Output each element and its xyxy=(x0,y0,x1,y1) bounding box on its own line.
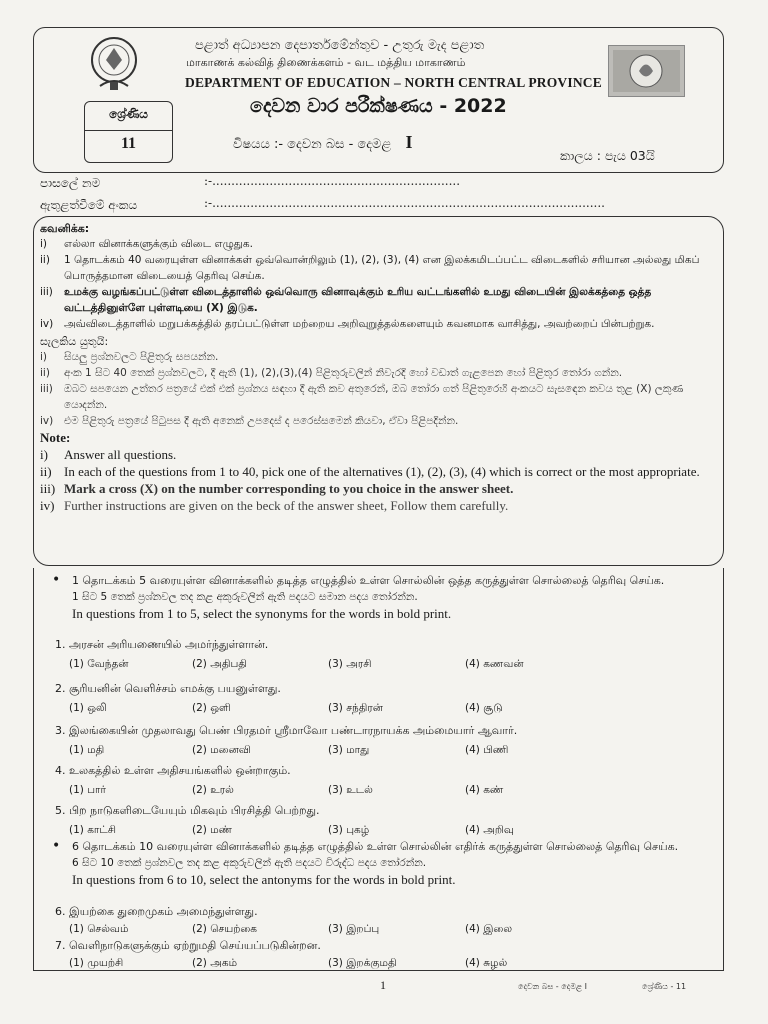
item-text: Further instructions are given on the beck of the answer sheet, Follow them carefully. xyxy=(64,498,509,513)
tamil-note-list xyxy=(40,236,715,332)
list-item xyxy=(40,381,715,413)
option-1[interactable]: (1) செல்வம் xyxy=(69,923,129,935)
item-number: iv) xyxy=(40,318,54,330)
option-3[interactable]: (3) புகழ் xyxy=(328,824,370,836)
section1-english: In questions from 1 to 5, select the synonyms for the words in bold print. xyxy=(72,606,452,621)
instructions-content xyxy=(40,221,715,514)
question-item xyxy=(55,682,715,724)
section2-instructions xyxy=(52,838,712,888)
options-row xyxy=(55,658,715,676)
list-item xyxy=(40,236,715,252)
option-2[interactable]: (2) உரல் xyxy=(192,784,234,796)
item-number: iii) xyxy=(40,383,53,395)
option-3[interactable]: (3) அரசி xyxy=(328,658,372,670)
option-3[interactable]: (3) சந்திரன் xyxy=(328,702,383,714)
item-text: எல்லா வினாக்களுக்கும் விடை எழுதுக. xyxy=(64,238,253,250)
option-1[interactable]: (1) ஒலி xyxy=(69,702,107,714)
question-number: 2. xyxy=(55,682,66,695)
grade-label: ශ්‍රේණිය xyxy=(109,107,148,121)
item-text: ඔබට සපයෙන උත්තර පත්‍රයේ එක් එක් ප්‍රශ්නය සඳහා දී ඇති කව අතුරෙන්, ඔබ තෝරා ගත් පිළිතුරෙහි අංකයට සැසඳෙන කවය තුළ (X) ලකුණ යොදන්න. xyxy=(64,383,684,411)
department-logo-icon xyxy=(608,45,685,97)
question-text: இலங்கையின் முதலாவது பெண் பிரதமர் ஸ்ரீமாவோ பண்டாரநாயக்க அம்மையார் ஆவார். xyxy=(69,724,518,737)
option-1[interactable]: (1) வேந்தன் xyxy=(69,658,129,670)
question-number: 6. xyxy=(55,905,66,918)
header-tamil-line: மாகாணக் கல்வித் திணைக்களம் - வட மத்திய மாகாணம் xyxy=(186,56,466,69)
item-number: i) xyxy=(40,351,48,363)
question-number: 1. xyxy=(55,638,66,651)
option-1[interactable]: (1) முயற்சி xyxy=(69,957,124,969)
question-stem xyxy=(55,724,715,739)
bullet-icon: • xyxy=(52,838,61,854)
time-label: කාලය : පැය 03යි xyxy=(560,148,655,163)
question-number: 5. xyxy=(55,804,66,817)
option-2[interactable]: (2) மனைவி xyxy=(192,744,251,756)
section1-sinhala: 1 සිට 5 තෙක් ප්‍රශ්නවල තද කළ අකුරුවලින් ඇති පදයට සමාන පදය තෝරන්න. xyxy=(72,591,418,603)
question-stem xyxy=(55,905,715,920)
list-item xyxy=(40,284,715,316)
item-number: i) xyxy=(40,447,48,462)
item-text: Mark a cross (X) on the number corresponding to you choice in the answer sheet. xyxy=(64,481,514,496)
option-4[interactable]: (4) அறிவு xyxy=(465,824,514,836)
section2-sinhala: 6 සිට 10 තෙක් ප්‍රශ්නවල තද කළ අකුරුවලින් ඇති පදයට විරුද්ධ පදය තෝරන්න. xyxy=(72,857,427,869)
list-item xyxy=(40,349,715,365)
question-number: 4. xyxy=(55,764,66,777)
item-number: iii) xyxy=(40,286,53,298)
item-text: Answer all questions. xyxy=(64,447,177,462)
question-stem xyxy=(55,804,715,819)
section2-english: In questions from 6 to 10, select the antonyms for the words in bold print. xyxy=(72,872,456,887)
question-stem xyxy=(55,682,715,697)
section1-tamil-text: 1 தொடக்கம் 5 வரையுள்ள வினாக்களில் தடித்த எழுத்தில் உள்ள சொல்லின் ஒத்த கருத்துள்ள சொல்லைத் தெரிவு செய்க. xyxy=(72,574,665,587)
header-sinhala-line: පළාත් අධ්‍යාපන දෙපාර්තමේන්තුව - උතුරු මැද පළාත xyxy=(195,38,485,53)
question-number: 7. xyxy=(55,939,66,952)
item-number: ii) xyxy=(40,367,50,379)
sri-lanka-emblem-icon xyxy=(86,30,142,94)
item-text: එම පිළිතුරු පත්‍රයේ පිටුපස දී ඇති අනෙක් උපදෙස් ද පරෙස්සමෙන් කියවා, ඒවා පිළිපදින්න. xyxy=(64,415,459,427)
item-number: ii) xyxy=(40,464,52,479)
bullet-icon: • xyxy=(52,572,61,588)
item-text: අංක 1 සිට 40 තෙක් ප්‍රශ්නවලට, දී ඇති (1), (2),(3),(4) පිළිතුරුවලින් නිවැරදි හෝ වඩාත් ගැළපෙන හෝ පිළිතුර තෝරා ගන්න. xyxy=(64,367,623,379)
option-2[interactable]: (2) ஒளி xyxy=(192,702,231,714)
option-3[interactable]: (3) இறப்பு xyxy=(328,923,380,935)
page-number: 1 xyxy=(380,978,386,992)
question-text: இயற்கை துறைமுகம் அமைந்துள்ளது. xyxy=(69,905,258,918)
options-row xyxy=(55,957,715,973)
question-text: வெளிநாடுகளுக்கும் ஏற்றுமதி செய்யப்படுகின்றன. xyxy=(69,939,321,952)
section1-instructions xyxy=(52,572,712,622)
list-item xyxy=(40,252,715,284)
option-3[interactable]: (3) இறக்குமதி xyxy=(328,957,397,969)
question-stem xyxy=(55,764,715,779)
option-3[interactable]: (3) உடல் xyxy=(328,784,373,796)
tamil-note-heading: கவனிக்க: xyxy=(40,222,90,235)
option-2[interactable]: (2) மண் xyxy=(192,824,233,836)
question-text: அரசன் அரியணையில் அமர்ந்துள்ளான். xyxy=(69,638,269,651)
question-item xyxy=(55,724,715,764)
options-row xyxy=(55,784,715,802)
school-name-label: පාසලේ නම xyxy=(40,176,101,190)
subject-text: විෂයය :- දෙවන බස - දෙමළ xyxy=(233,137,392,152)
option-4[interactable]: (4) கண் xyxy=(465,784,504,796)
item-text: உமக்கு வழங்கப்பட்டுள்ள விடைத்தாளில் ஒவ்வொரு வினாவுக்கும் உரிய வட்டங்களில் உமது விடையின் இலக்கத்தை ஒத்த வட்டத்தினுள்ளே புள்ளடியை (X) இடுக. xyxy=(64,286,652,314)
question-item xyxy=(55,905,715,939)
option-4[interactable]: (4) கணவன் xyxy=(465,658,524,670)
question-block-1 xyxy=(55,638,715,844)
section1-tamil xyxy=(52,572,712,589)
list-item xyxy=(40,446,715,463)
option-4[interactable]: (4) சுழல் xyxy=(465,957,508,969)
list-item xyxy=(40,316,715,332)
sinhala-note-list xyxy=(40,349,715,429)
header-english-line: DEPARTMENT OF EDUCATION – NORTH CENTRAL PROVINCE xyxy=(185,75,602,90)
item-text: 1 தொடக்கம் 40 வரையுள்ள வினாக்கள் ஒவ்வொன்றிலும் (1), (2), (3), (4) என இலக்கமிடப்பட்ட விடைகளில் சரியான அல்லது மிகப் பொருத்தமான விடையைத் தெரிவு செய்க. xyxy=(64,254,700,282)
english-note-heading: Note: xyxy=(40,430,71,445)
options-row xyxy=(55,702,715,720)
grade-value: 11 xyxy=(120,135,137,152)
item-number: i) xyxy=(40,238,48,250)
subject-line xyxy=(233,132,412,153)
footer-subject: දෙවන බස - දෙමළ I xyxy=(518,982,587,991)
option-1[interactable]: (1) மதி xyxy=(69,744,105,756)
list-item xyxy=(40,497,715,514)
footer-grade: ශ්‍රේණිය - 11 xyxy=(642,982,687,991)
section2-tamil xyxy=(52,838,712,855)
paper-number: I xyxy=(405,132,413,152)
item-text: සියලු ප්‍රශ්නවලට පිළිතුරු සපයන්න. xyxy=(64,351,219,363)
list-item xyxy=(40,480,715,497)
exam-title: දෙවන වාර පරීක්ෂණය - 2022 xyxy=(250,95,507,117)
question-item xyxy=(55,939,715,973)
item-text: அவ்விடைத்தாளில் மறுபக்கத்தில் தரப்பட்டுள்ள மற்றைய அறிவுறுத்தல்களையும் கவனமாக வாசித்து, அவற்றைப் பின்பற்றுக. xyxy=(64,318,655,330)
question-stem xyxy=(55,638,715,653)
question-text: உலகத்தில் உள்ள அதிசயங்களில் ஒன்றாகும். xyxy=(69,764,291,777)
options-row xyxy=(55,744,715,762)
option-2[interactable]: (2) அகம் xyxy=(192,957,238,969)
options-row xyxy=(55,923,715,939)
question-text: சூரியனின் வெளிச்சம் எமக்கு பயனுள்ளது. xyxy=(69,682,281,695)
option-1[interactable]: (1) காட்சி xyxy=(69,824,116,836)
option-2[interactable]: (2) அதிபதி xyxy=(192,658,247,670)
item-number: iv) xyxy=(40,415,54,427)
question-item xyxy=(55,764,715,804)
item-text: In each of the questions from 1 to 40, pick one of the alternatives (1), (2), (3), (4) which is correct or the most appropriate. xyxy=(64,464,700,479)
index-number-field[interactable]: :-....................................................................................................... xyxy=(204,196,605,210)
question-item xyxy=(55,638,715,682)
grade-box xyxy=(84,101,173,163)
index-number-label: ඇතුළත්වීමේ අංකය xyxy=(40,198,138,212)
list-item xyxy=(40,365,715,381)
item-number: ii) xyxy=(40,254,50,266)
section2-tamil-text: 6 தொடக்கம் 10 வரையுள்ள வினாக்களில் தடித்த எழுத்தில் உள்ள சொல்லின் எதிர்க் கருத்துள்ள சொல்லைத் தெரிவு செய்க. xyxy=(72,840,679,853)
option-4[interactable]: (4) பிணி xyxy=(465,744,509,756)
option-3[interactable]: (3) மாது xyxy=(328,744,370,756)
list-item xyxy=(40,463,715,480)
option-1[interactable]: (1) பார் xyxy=(69,784,106,796)
school-name-field[interactable]: :-................................................................. xyxy=(204,174,461,188)
question-stem xyxy=(55,939,715,954)
option-4[interactable]: (4) இலை xyxy=(465,923,513,935)
item-number: iii) xyxy=(40,481,56,496)
option-2[interactable]: (2) செயற்கை xyxy=(192,923,257,935)
sinhala-note-heading: සැලකිය යුතුයි: xyxy=(40,335,109,348)
question-number: 3. xyxy=(55,724,66,737)
option-4[interactable]: (4) சூடு xyxy=(465,702,503,714)
item-number: iv) xyxy=(40,498,55,513)
question-text: பிற நாடுகளிடையேயும் மிகவும் பிரசித்தி பெற்றது. xyxy=(69,804,320,817)
english-note-list xyxy=(40,446,715,514)
list-item xyxy=(40,413,715,429)
question-block-2 xyxy=(55,905,715,973)
